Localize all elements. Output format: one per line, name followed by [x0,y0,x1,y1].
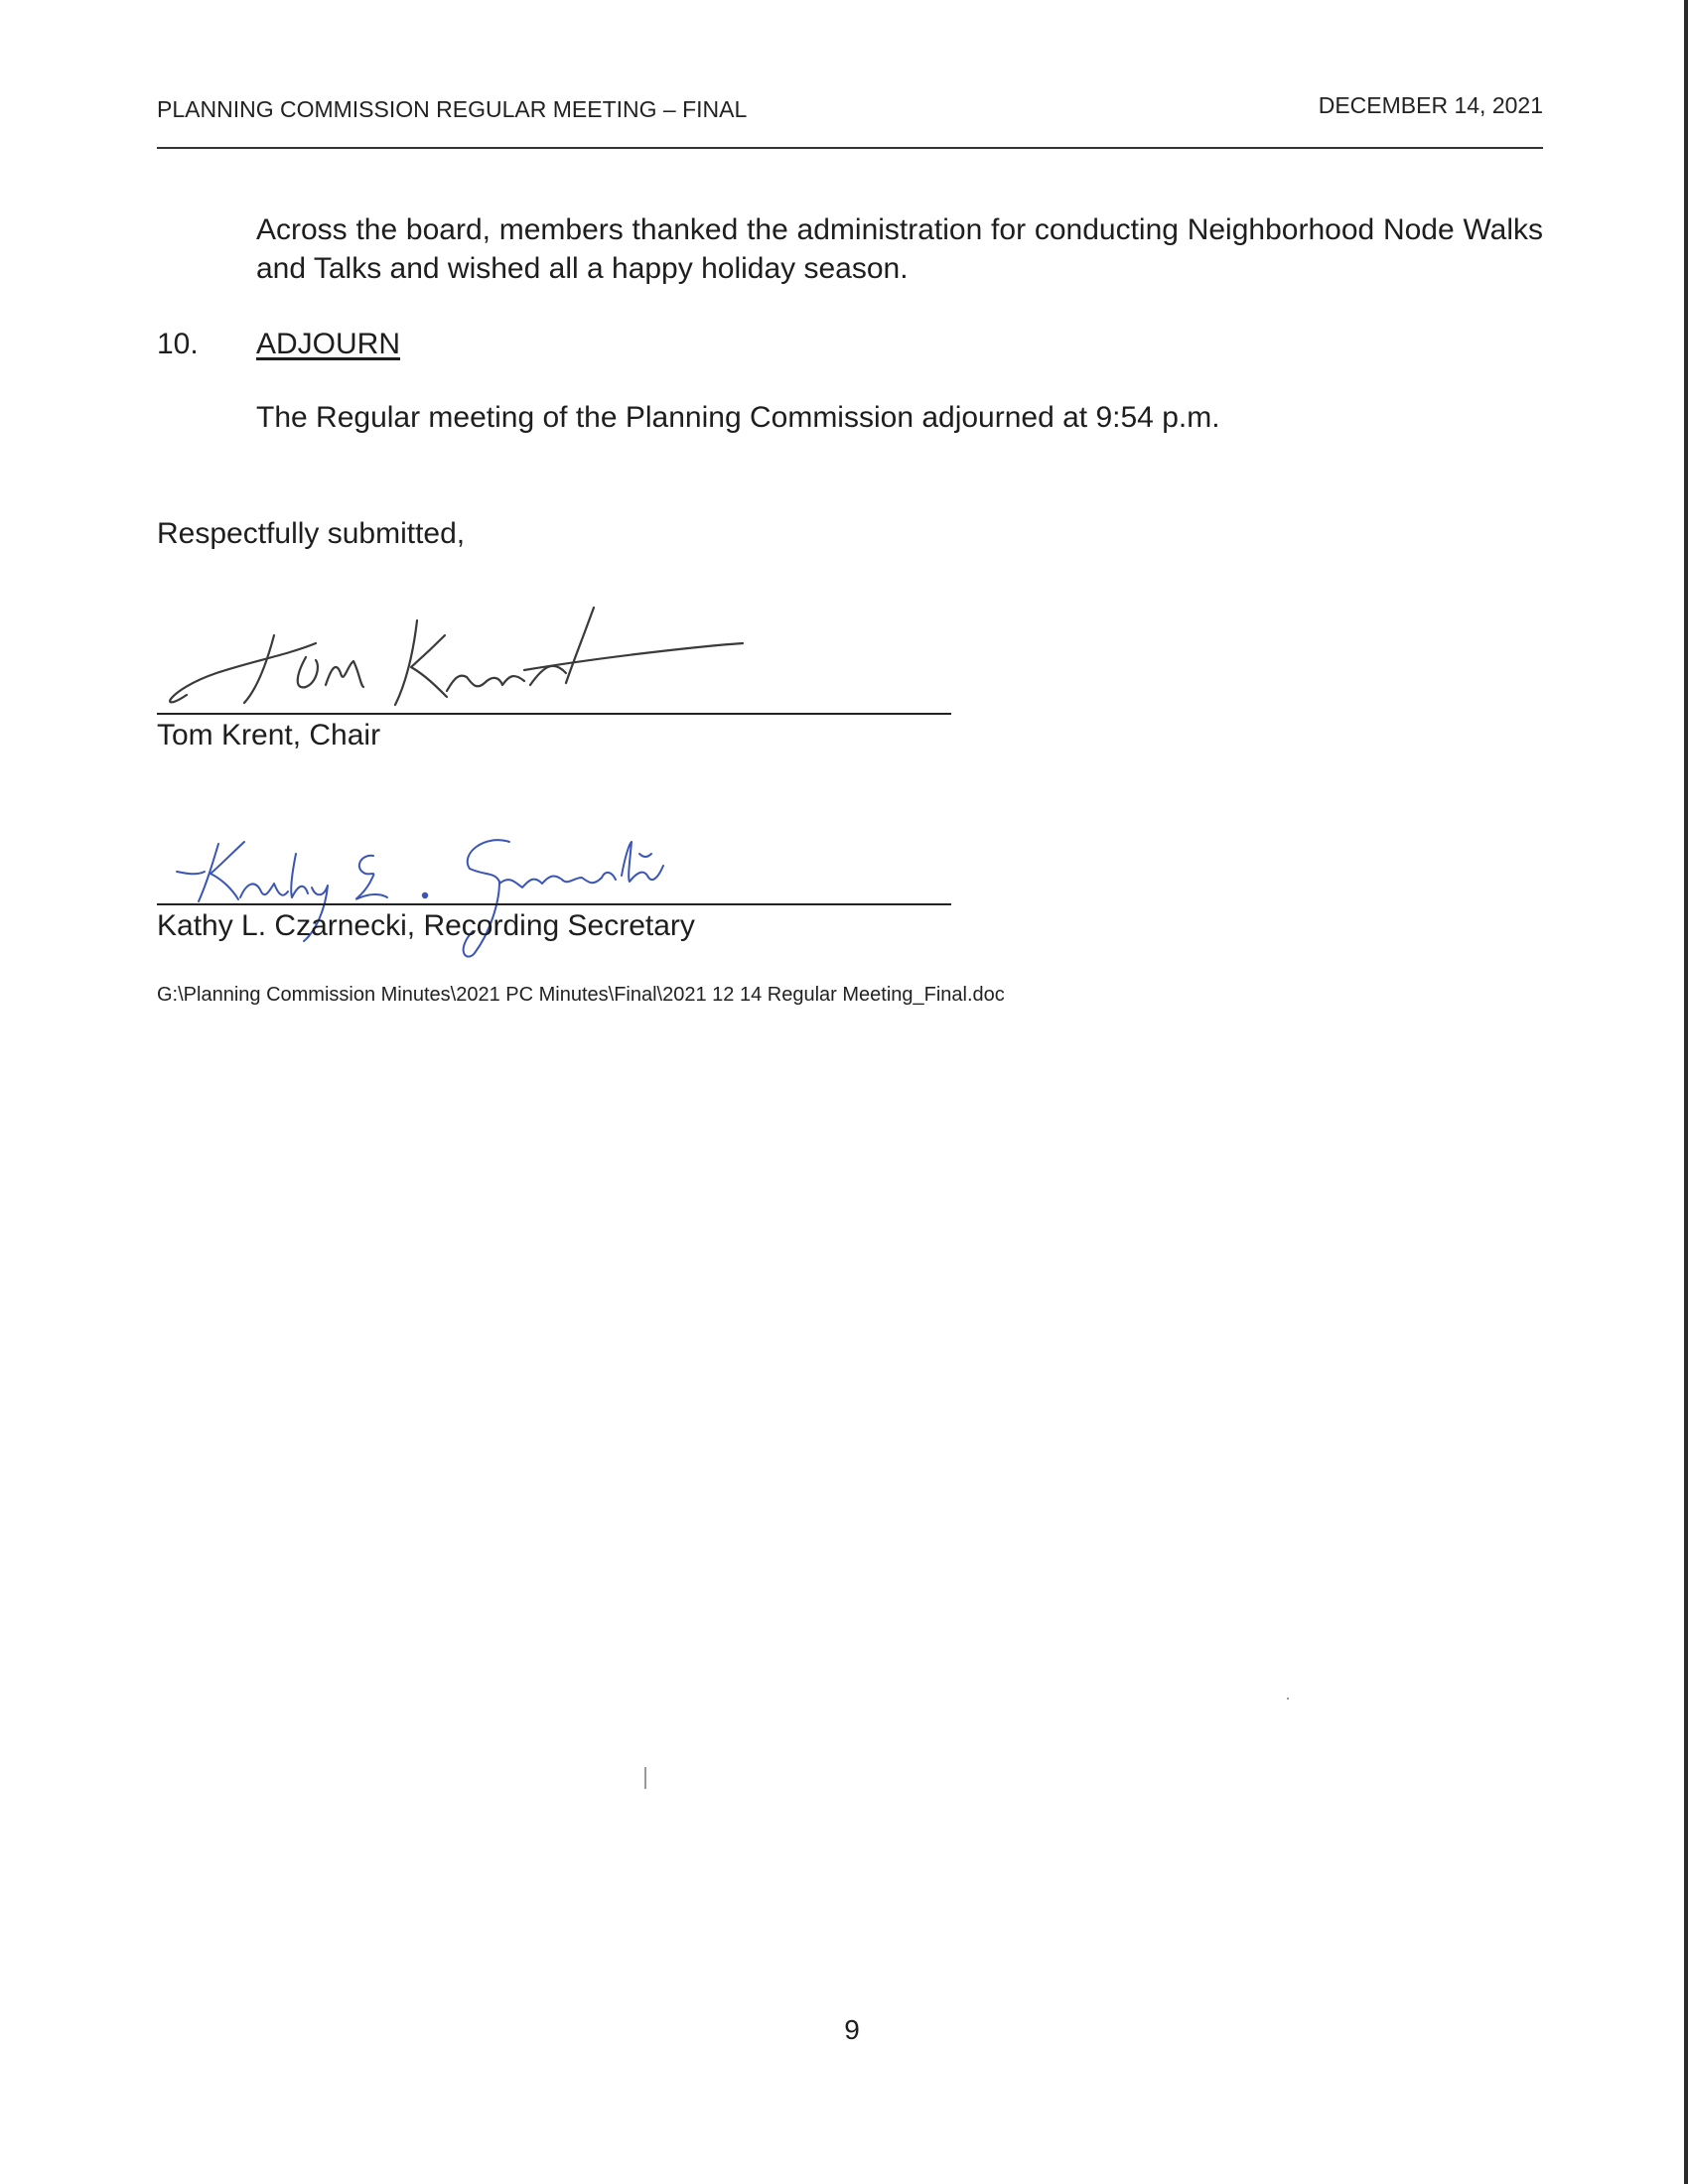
page-number: 9 [844,2014,860,2045]
section-title: ADJOURN [256,328,401,360]
header-date: DECEMBER 14, 2021 [1318,92,1543,118]
signature-line [157,903,951,905]
signature-block-chair [157,596,951,754]
scan-edge [1684,0,1688,2184]
signatory-name-chair: Tom Krent, Chair [157,719,381,751]
section-number: 10. [157,328,199,360]
closing-salutation: Respectfully submitted, [157,517,466,550]
chair-signature-icon [157,596,773,725]
header-title: PLANNING COMMISSION REGULAR MEETING – FINAL [157,96,748,122]
header-divider [157,147,1543,149]
adjourn-statement: The Regular meeting of the Planning Commission adjourned at 9:54 p.m. [256,401,1220,434]
signature-line [157,713,951,715]
signatory-name-secretary: Kathy L. Czarnecki, Recording Secretary [157,909,695,942]
closing-remarks-paragraph: Across the board, members thanked the administration for conducting Neighborhood Node Walks and Talks and wished all a happy holiday season. [256,213,1543,285]
scan-speck [1287,1698,1289,1700]
signature-block-secretary [157,814,951,963]
document-file-path: G:\Planning Commission Minutes\2021 PC Minutes\Final\2021 12 14 Regular Meeting_Final.doc [157,984,1005,1006]
scan-mark [644,1767,646,1789]
